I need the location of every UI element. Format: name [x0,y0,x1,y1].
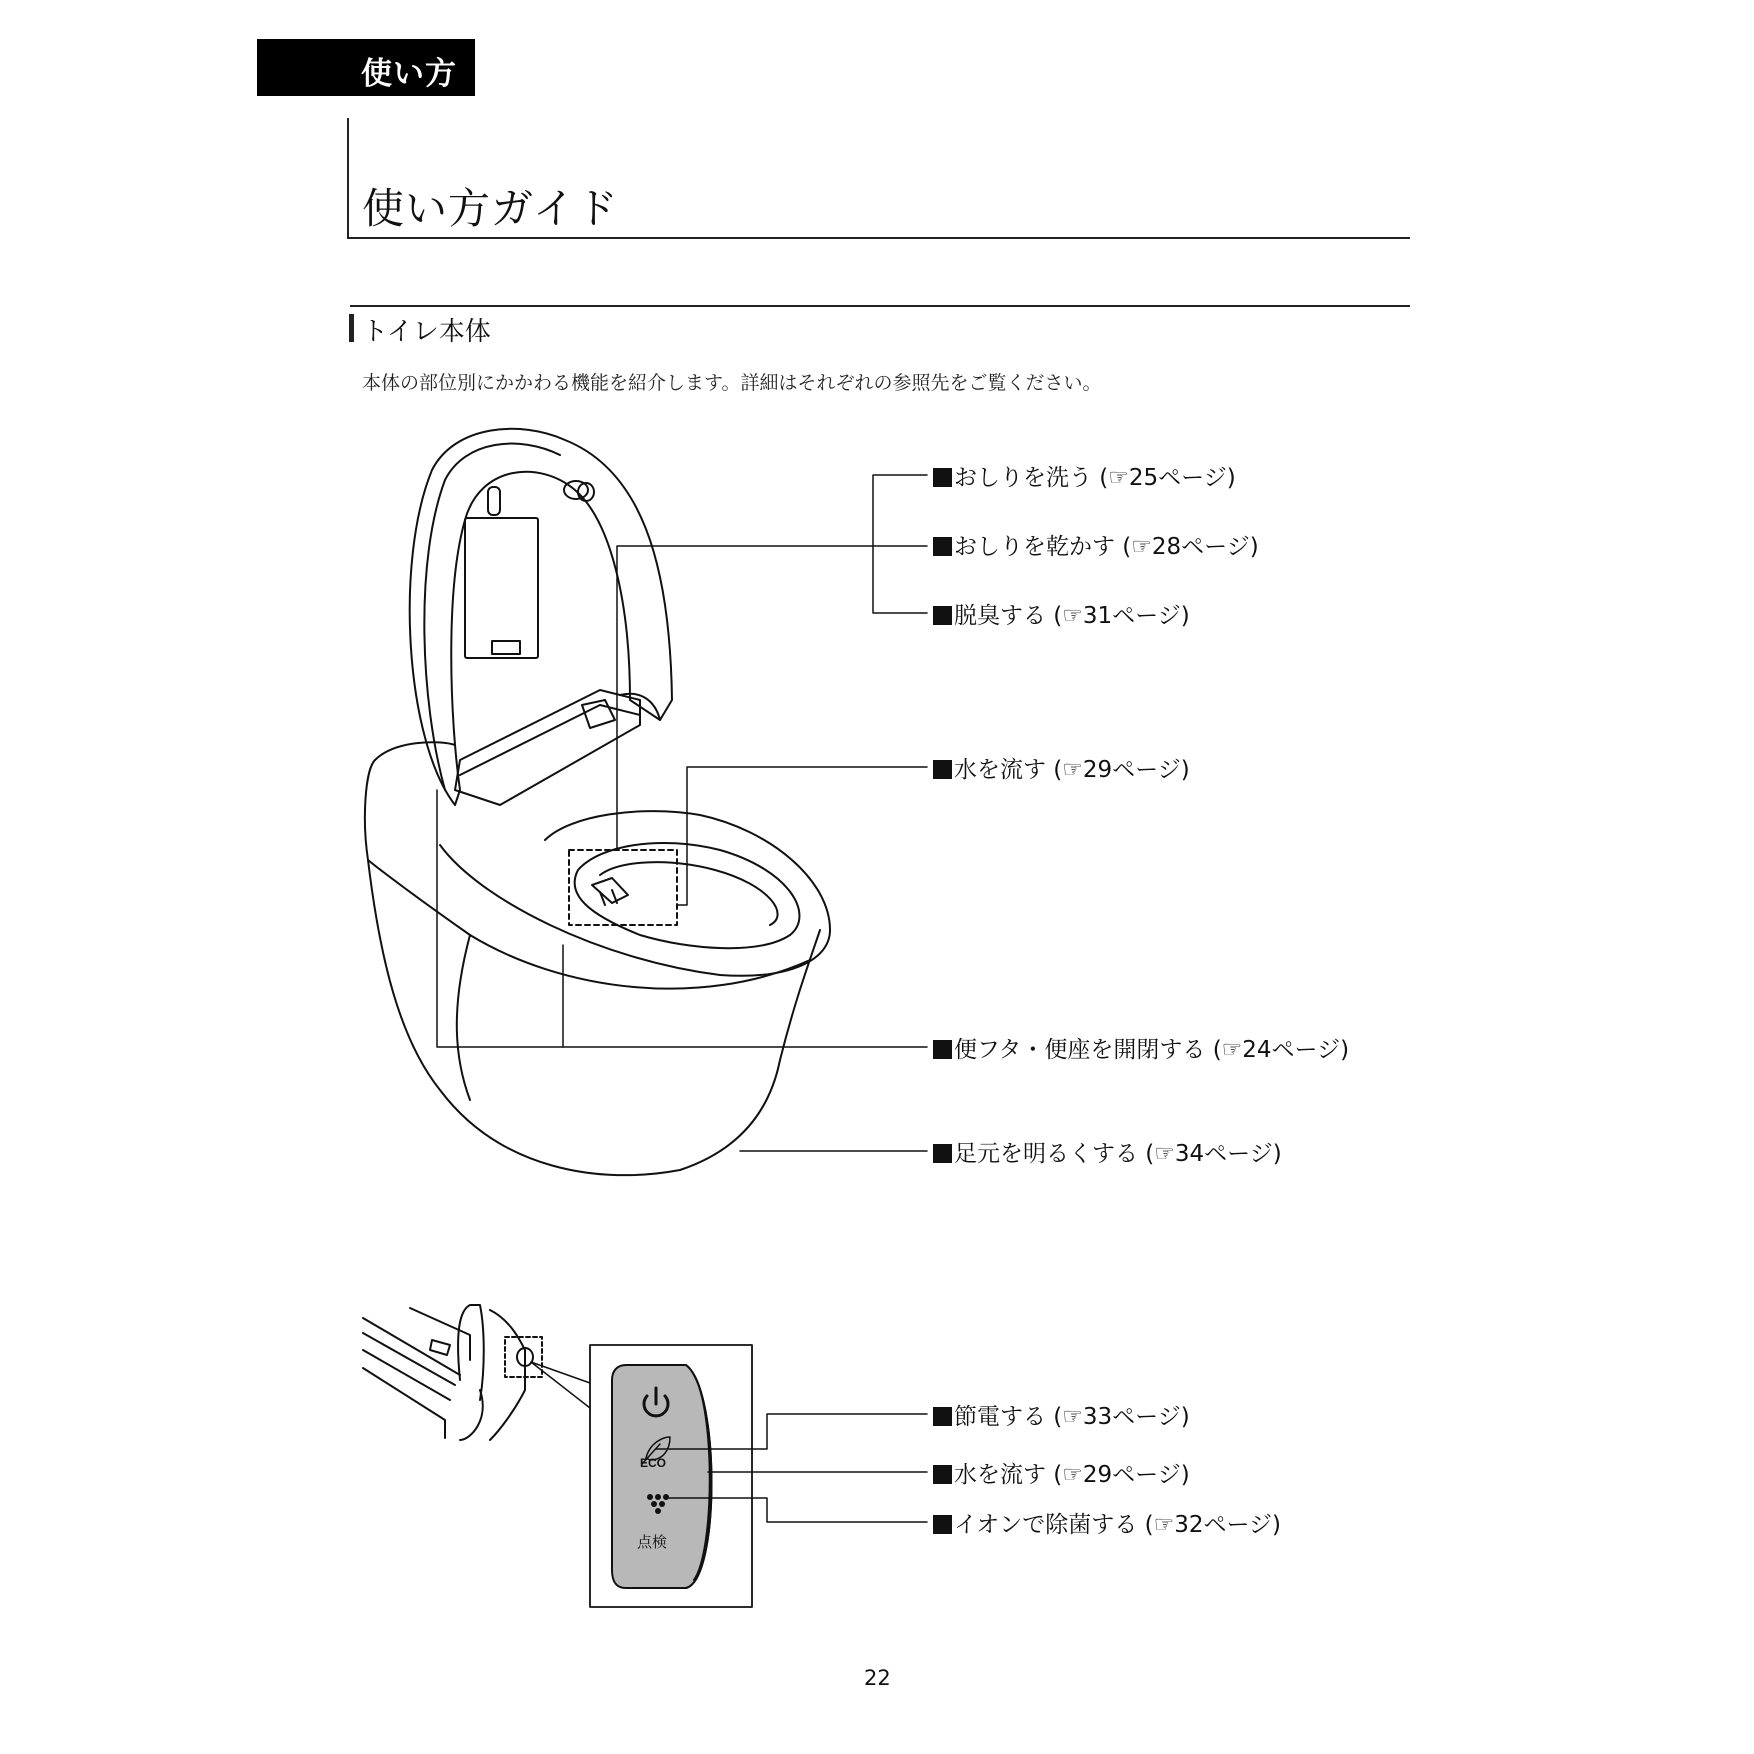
bullet-square-icon [933,1515,952,1534]
toilet-seat-panel-illustration [455,690,660,805]
side-detail-illustration [363,1305,590,1440]
eco-label: ECO [640,1456,667,1470]
bullet-square-icon [933,537,952,556]
label-wash-text: おしりを洗う (☞25ページ) [954,465,1236,491]
label-ion [933,1506,1281,1539]
bullet-square-icon [933,1465,952,1484]
label-deodorize-text: 脱臭する (☞31ページ) [954,603,1190,629]
control-panel-box [590,1345,752,1607]
intro-text: 本体の部位別にかかわる機能を紹介します。詳細はそれぞれの参照先をご覧ください。 [362,372,1102,394]
page-title: 使い方ガイド [362,184,619,233]
label-foot-light-text: 足元を明るくする (☞34ページ) [954,1141,1282,1167]
bullet-square-icon [933,468,952,487]
label-lid-seat-text: 便フタ・便座を開閉する (☞24ページ) [954,1037,1350,1063]
toilet-body-illustration [365,742,830,1175]
label-power-save-text: 節電する (☞33ページ) [954,1404,1190,1430]
bullet-square-icon [933,1407,952,1426]
section-tab-label: 使い方 [361,56,457,92]
label-flush-text: 水を流す (☞29ページ) [954,757,1190,783]
label-dry-text: おしりを乾かす (☞28ページ) [954,534,1259,560]
page-number: 22 [864,1666,891,1690]
bullet-square-icon [933,606,952,625]
label-foot-light [933,1135,1282,1168]
label-panel-flush-text: 水を流す (☞29ページ) [954,1462,1190,1488]
label-dry [933,528,1259,561]
toilet-lid-illustration [410,429,672,805]
label-ion-text: イオンで除菌する (☞32ページ) [954,1512,1281,1538]
label-wash [933,459,1236,492]
bullet-square-icon [933,760,952,779]
label-deodorize [933,597,1190,630]
label-lid-seat [933,1031,1349,1064]
label-panel-flush [933,1456,1190,1489]
subsection-title: トイレ本体 [362,317,491,347]
bullet-square-icon [933,1040,952,1059]
check-label: 点検 [637,1533,668,1551]
label-flush [933,751,1190,784]
bullet-square-icon [933,1144,952,1163]
label-power-save [933,1398,1190,1431]
